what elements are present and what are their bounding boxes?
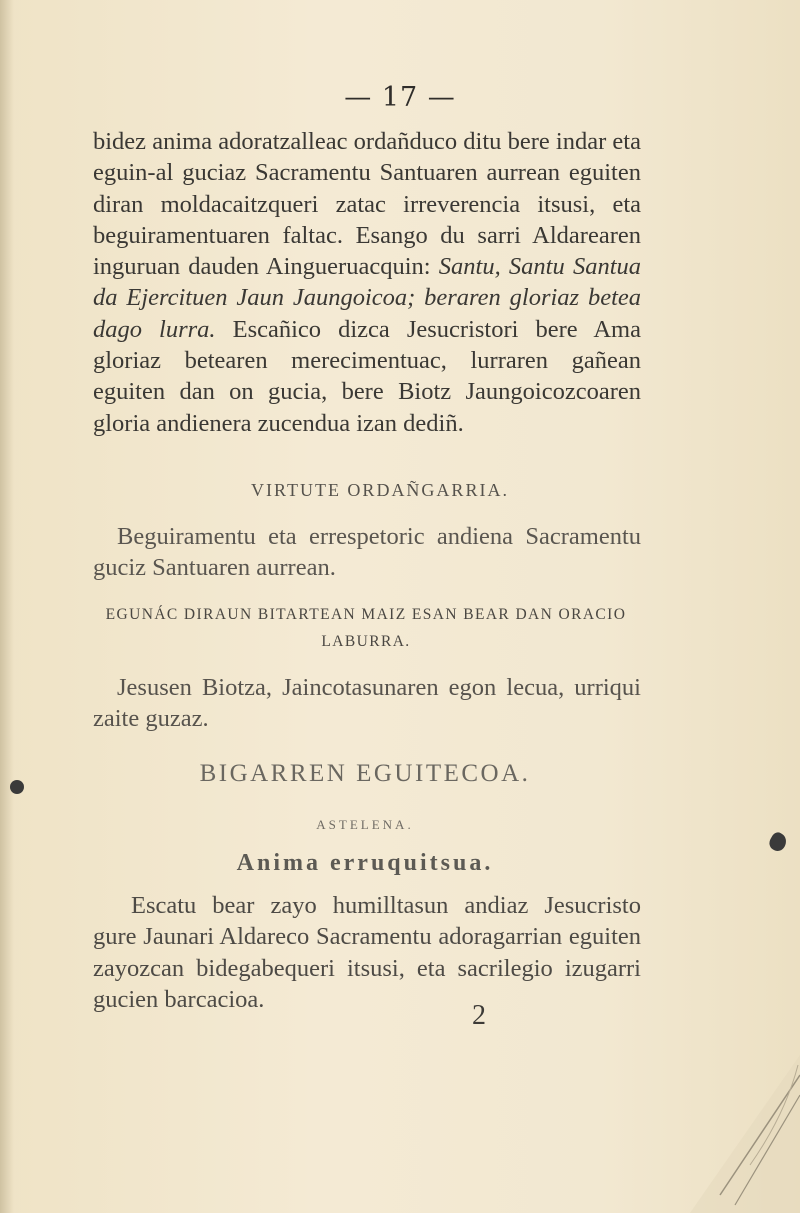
page-gutter-shadow (0, 0, 14, 1213)
paragraph-prayer: Jesusen Biotza, Jaincotasunaren egon lecua, urriqui zaite guzaz. (93, 674, 641, 733)
paragraph-adoration (93, 126, 641, 439)
ink-blot-right (767, 830, 790, 854)
paragraph-adoration-text-a: bidez anima adoratzalleac ordañduco ditu bere indar eta eguin-al guciaz Sacramentu Santuaren aurrean eguiten diran moldacaitzqueri zatac irreverencia itsusi, eta beguiramentuaren faltac. Esango du sarri Aldarearen inguruan dauden Aingueruacquin: (93, 128, 641, 281)
heading-virtute: VIRTUTE ORDAÑGARRIA. (251, 480, 509, 500)
paragraph-adoration-text-b: Escañico dizca Jesucristori bere Ama gloriaz betearen merecimentuac, lurraren gañean eguiten dan on gucia, bere Biotz Jaungoicozcoaren gloria andienera zucendua izan dediñ. (93, 315, 641, 437)
heading-astelena: ASTELENA. (316, 817, 414, 832)
signature-mark: 2 (472, 1000, 486, 1031)
page-number: — 17 — (344, 82, 456, 113)
heading-anima-erruquitsua: Anima erruquitsua. (236, 850, 494, 876)
paragraph-virtue: Beguiramentu eta errespetoric andiena Sacramentu guciz Santuaren aurrean. (93, 523, 641, 582)
ink-blot-left (10, 780, 24, 794)
paragraph-request: Escatu bear zayo humilltasun andiaz Jesucristo gure Jaunari Aldareco Sacramentu adoragarrian eguiten zayozcan bidegabequeri itsusi, eta sacrilegio izugarri gucien barcacioa. (93, 892, 641, 1013)
paragraph-adoration-italic: Santu, Santu Santua da Ejercituen Jaun Jaungoicoa; beraren gloriaz betea dago lurra. (93, 253, 642, 343)
page-corner-curl (690, 1055, 800, 1213)
heading-bigarren-eguitecoa: BIGARREN EGUITECOA. (199, 760, 531, 787)
heading-short-prayer: EGUNÁC DIRAUN BITARTEAN MAIZ ESAN BEAR DAN ORACIO LABURRA. (105, 606, 627, 650)
